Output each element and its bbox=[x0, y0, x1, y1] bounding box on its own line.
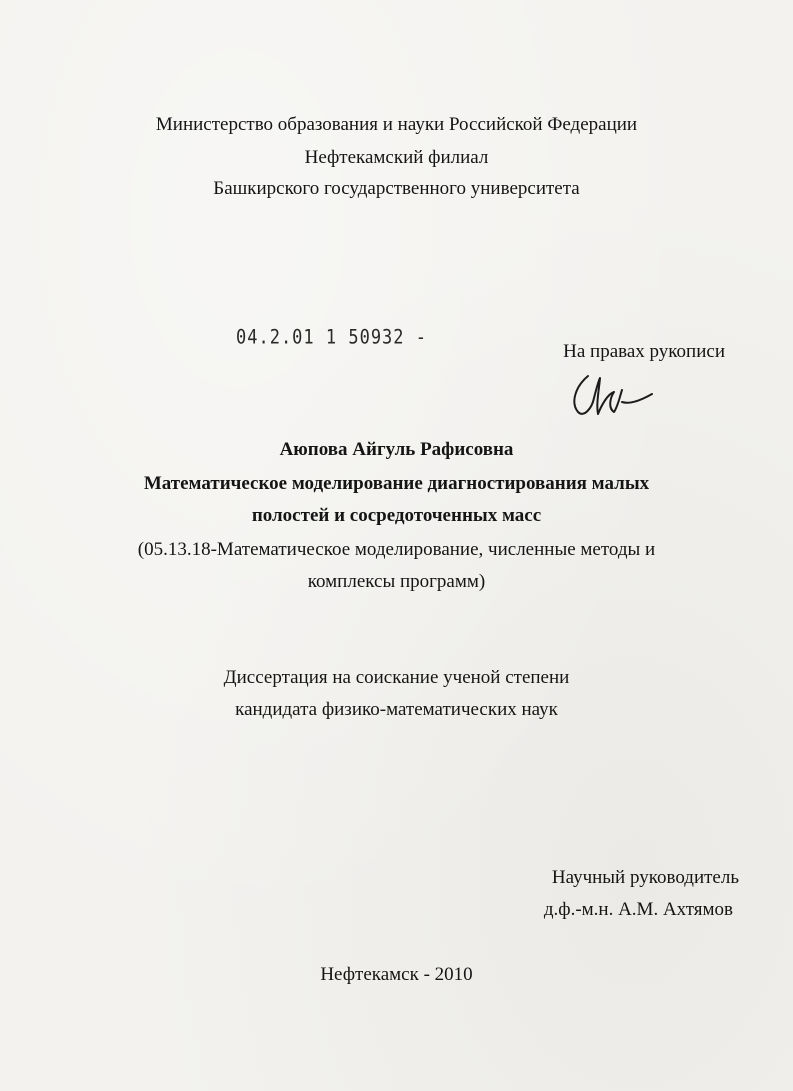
title-line-2: полостей и сосредоточенных масс bbox=[251, 505, 542, 526]
supervisor-name: д.ф.-м.н. А.М. Ахтямов bbox=[543, 899, 733, 920]
specialty-line-1: (05.13.18-Математическое моделирование, численные методы и bbox=[137, 539, 656, 560]
manuscript-rights: На правах рукописи bbox=[563, 341, 725, 362]
author-name: Аюпова Айгуль Рафисовна bbox=[279, 439, 514, 460]
registration-number: 04.2.01 1 50932 - bbox=[236, 326, 427, 349]
degree-line-2: кандидата физико-математических наук bbox=[235, 699, 558, 720]
supervisor-label: Научный руководитель bbox=[551, 867, 739, 888]
ministry-line: Министерство образования и науки Российской Федерации bbox=[155, 114, 638, 135]
degree-line-1: Диссертация на соискание ученой степени bbox=[223, 667, 570, 688]
title-line-1: Математическое моделирование диагностирования малых bbox=[143, 473, 650, 494]
city-year: Нефтекамск - 2010 bbox=[320, 964, 473, 985]
university-line: Башкирского государственного университета bbox=[213, 178, 580, 199]
specialty-line-2: комплексы программ) bbox=[307, 571, 486, 592]
signature-mark bbox=[566, 368, 656, 424]
branch-line: Нефтекамский филиал bbox=[304, 147, 489, 168]
